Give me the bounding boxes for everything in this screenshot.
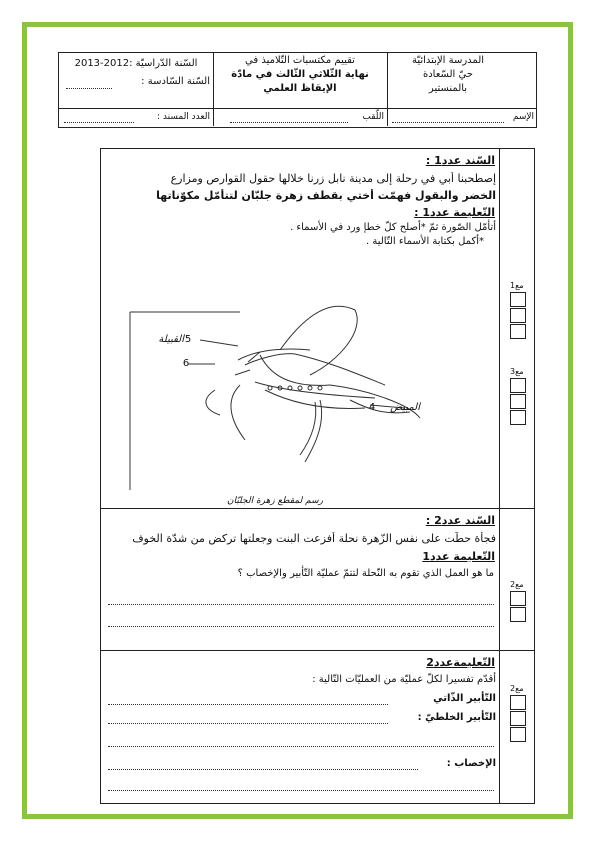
school-name: المدرسة الإبتدائيّة (411, 55, 485, 66)
surname-label: اللّقب (362, 112, 384, 122)
score-label-4: مع2 (510, 684, 524, 693)
diagram-label-sepals: القبيلة (158, 334, 184, 345)
instruction1-line2: *أكمل بكتابة الأسماء التّالية . (365, 236, 484, 247)
instruction1-line1: أتأمّل الصّورة ثمّ *أصلح كلّ خطإ ورد في الأسماء . (290, 222, 496, 233)
score-box[interactable] (510, 727, 526, 742)
exam-title-line1: تقييم مكتسبات التّلاميذ في (245, 55, 355, 66)
score-box[interactable] (510, 324, 526, 339)
score-label-1: مع1 (510, 281, 524, 290)
score-box[interactable] (510, 410, 526, 425)
score-field[interactable] (64, 122, 134, 123)
diagram-label-6: 6 (182, 358, 190, 369)
instruction3-heading: التّعليمةعدد2 (426, 656, 495, 669)
exam-title-line2: نهاية الثّلاثي الثّالث في مادّة (231, 69, 369, 80)
section1-heading: السّند عدد1 : (425, 154, 495, 167)
score-label-3: مع2 (510, 580, 524, 589)
score-box[interactable] (510, 591, 526, 606)
score-box[interactable] (510, 695, 526, 710)
exam-subject: الإيقاظ العلمي (263, 83, 337, 94)
diagram-label-4: 4 (368, 402, 376, 413)
answer-line[interactable] (108, 704, 388, 705)
instruction2-question: ما هو العمل الذي تقوم به النّحلة لتتمّ عمليّة التّأبير والإخصاب ؟ (237, 568, 494, 579)
score-label: العدد المسند : (157, 112, 210, 122)
answer-line[interactable] (108, 746, 494, 747)
diagram-label-ovary: المبيض (390, 402, 420, 413)
section1-text-line1: إصطحبنا أبي في رحلة إلى مدينة نابل زرنا خلالها حقول القوارص ومزارع (170, 172, 496, 185)
diagram-caption: رسم لمقطع زهرة الجلبّان (226, 496, 323, 506)
item-cross-pollination: التّأبير الخلطيّ : (417, 712, 496, 723)
score-box[interactable] (510, 292, 526, 307)
section2-heading: السّند عدد2 : (425, 514, 495, 527)
instruction1-heading: التّعليمة عدد1 : (414, 206, 495, 219)
answer-line[interactable] (108, 790, 494, 791)
instruction3-text: أقدّم تفسيرا لكلّ عمليّة من العمليّات التّالية : (312, 674, 496, 685)
answer-line[interactable] (108, 723, 388, 724)
name-label: الإسم (512, 112, 534, 122)
grade-level: السّنة السّادسة : (141, 76, 210, 87)
surname-field[interactable] (230, 122, 348, 123)
score-box[interactable] (510, 308, 526, 323)
instruction2-heading: التّعليمة عدد1 (422, 550, 495, 563)
score-label-2: مع3 (510, 367, 524, 376)
diagram-label-5: 5 (184, 334, 192, 345)
district-name: حيّ السّعادة (422, 69, 473, 80)
section2-text: فجأة حطّت على نفس الزّهرة نحلة أفزعت البنت وجعلتها تركض من شدّة الخوف (132, 532, 496, 545)
name-field[interactable] (392, 122, 504, 123)
score-box[interactable] (510, 607, 526, 622)
section1-text-line2: الخضر والبقول فهمّت أختي بقطف زهرة جلبّان لتتأمّل مكوّناتها (156, 189, 496, 202)
item-self-pollination: التّأبير الذّاتي (433, 693, 496, 704)
score-box[interactable] (510, 394, 526, 409)
school-year: السّنة الدّراسيّة :2012-2013 (74, 58, 198, 69)
flower-diagram (120, 290, 465, 495)
answer-line[interactable] (108, 604, 494, 605)
score-box[interactable] (510, 378, 526, 393)
answer-line[interactable] (108, 626, 494, 627)
city-name: بالمنستير (428, 83, 468, 94)
item-fertilization: الإخصاب : (446, 758, 496, 769)
score-box[interactable] (510, 711, 526, 726)
answer-line[interactable] (108, 769, 418, 770)
